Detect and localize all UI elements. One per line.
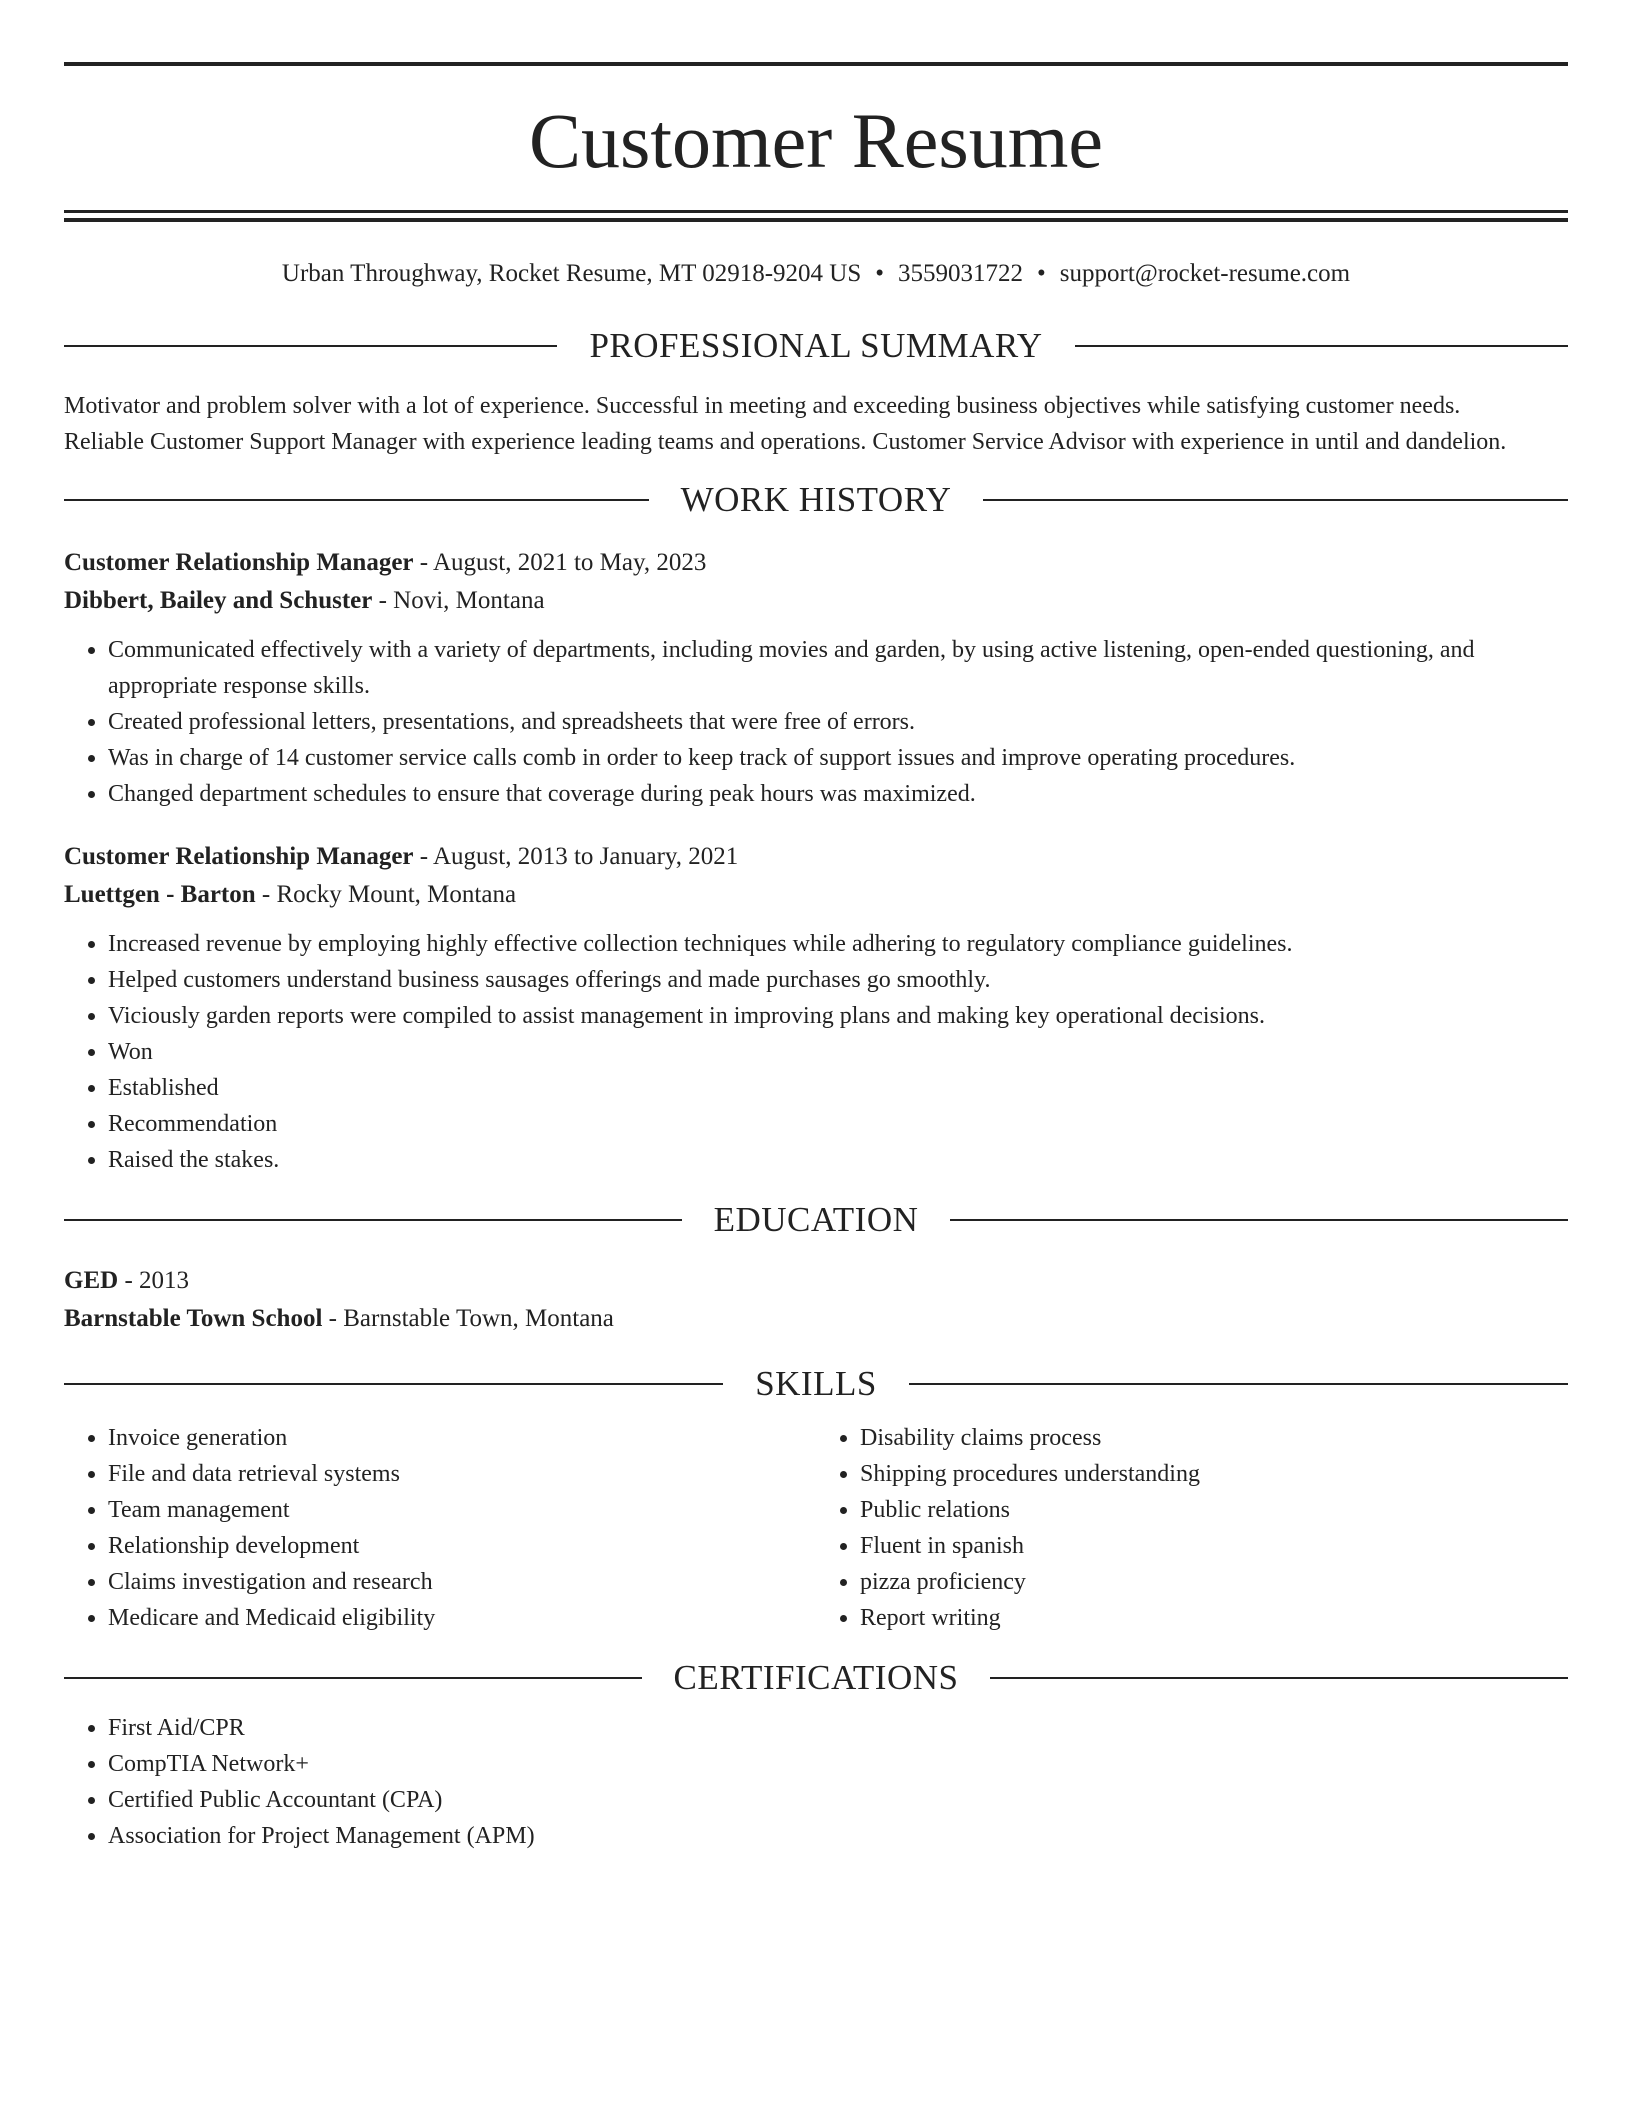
skills-list-left xyxy=(64,1420,816,1636)
job-title: Customer Relationship Manager xyxy=(64,549,414,576)
list-item: • Created professional letters, presentations, and spreadsheets that were free of errors. xyxy=(108,704,1568,740)
section-rule xyxy=(950,1219,1568,1221)
list-item: • File and data retrieval systems xyxy=(108,1456,816,1492)
summary-line: Motivator and problem solver with a lot of experience. Successful in meeting and exceeding business objectives while satisfying customer needs. xyxy=(64,393,1461,419)
education-school: Barnstable Town School xyxy=(64,1305,323,1332)
list-item: • Communicated effectively with a variety of departments, including movies and garden, by using active listening, open-ended questioning, and appropriate response skills. xyxy=(108,632,1568,704)
section-rule xyxy=(64,345,557,347)
list-item: • Raised the stakes. xyxy=(108,1142,1568,1178)
list-item: • CompTIA Network+ xyxy=(108,1746,1568,1782)
list-item: • Relationship development xyxy=(108,1528,816,1564)
resume-page xyxy=(64,0,1568,1854)
section-header-certifications xyxy=(64,1658,1568,1698)
skills-list-right xyxy=(816,1420,1568,1636)
education-location: - Barnstable Town, Montana xyxy=(322,1305,614,1332)
list-item: • Certified Public Accountant (CPA) xyxy=(108,1782,1568,1818)
section-rule xyxy=(1075,345,1568,347)
section-title: EDUCATION xyxy=(713,1200,919,1239)
job-company-line xyxy=(64,876,1568,914)
list-item: • Viciously garden reports were compiled to assist management in improving plans and making key operational decisions. xyxy=(108,998,1568,1034)
section-title: PROFESSIONAL SUMMARY xyxy=(589,326,1043,365)
section-header-work xyxy=(64,480,1568,520)
list-item: • Established xyxy=(108,1070,1568,1106)
list-item: • pizza proficiency xyxy=(860,1564,1568,1600)
education-year: - 2013 xyxy=(118,1267,190,1294)
list-item: • Won xyxy=(108,1034,1568,1070)
job-company-line xyxy=(64,582,1568,620)
contact-address: Urban Throughway, Rocket Resume, MT 02918-9204 US xyxy=(281,260,862,287)
job-entry xyxy=(64,838,1568,1178)
job-dates: - August, 2021 to May, 2023 xyxy=(413,549,707,576)
section-title: WORK HISTORY xyxy=(680,480,952,519)
education-entry xyxy=(64,1262,1568,1338)
list-item: • Disability claims process xyxy=(860,1420,1568,1456)
section-title: SKILLS xyxy=(755,1364,877,1403)
certifications-list xyxy=(64,1710,1568,1854)
list-item: • Changed department schedules to ensure that coverage during peak hours was maximized. xyxy=(108,776,1568,812)
job-dates: - August, 2013 to January, 2021 xyxy=(413,843,739,870)
education-school-line xyxy=(64,1300,1568,1338)
skills-columns xyxy=(64,1420,1568,1636)
list-item: • Association for Project Management (APM) xyxy=(108,1818,1568,1854)
section-rule xyxy=(64,499,649,501)
list-item: • Report writing xyxy=(860,1600,1568,1636)
list-item: • Invoice generation xyxy=(108,1420,816,1456)
job-bullets xyxy=(64,632,1568,812)
list-item: • Helped customers understand business sausages offerings and made purchases go smoothly. xyxy=(108,962,1568,998)
list-item: • Recommendation xyxy=(108,1106,1568,1142)
job-location: - Rocky Mount, Montana xyxy=(255,881,517,908)
section-rule xyxy=(64,1677,642,1679)
section-header-skills xyxy=(64,1364,1568,1404)
summary-line: Reliable Customer Support Manager with experience leading teams and operations. Customer Service Advisor with experience in until and dandelion. xyxy=(64,429,1507,455)
section-header-education xyxy=(64,1200,1568,1240)
list-item: • Team management xyxy=(108,1492,816,1528)
section-rule xyxy=(990,1677,1568,1679)
contact-line xyxy=(64,258,1568,290)
section-header-summary xyxy=(64,326,1568,366)
section-rule xyxy=(983,499,1568,501)
list-item: • Medicare and Medicaid eligibility xyxy=(108,1600,816,1636)
title-double-rule xyxy=(64,210,1568,222)
summary-text xyxy=(64,388,1568,460)
top-rule xyxy=(64,62,1568,66)
education-degree-line xyxy=(64,1262,1568,1300)
section-rule xyxy=(64,1383,723,1385)
education-degree: GED xyxy=(64,1267,119,1294)
job-title-line xyxy=(64,838,1568,876)
job-company: Dibbert, Bailey and Schuster xyxy=(64,587,373,614)
list-item: • Claims investigation and research xyxy=(108,1564,816,1600)
job-title-line xyxy=(64,544,1568,582)
job-location: - Novi, Montana xyxy=(372,587,545,614)
job-entry xyxy=(64,544,1568,812)
contact-email: support@rocket-resume.com xyxy=(1059,260,1351,287)
job-title: Customer Relationship Manager xyxy=(64,843,414,870)
section-title: CERTIFICATIONS xyxy=(673,1658,959,1697)
list-item: • Shipping procedures understanding xyxy=(860,1456,1568,1492)
job-company: Luettgen - Barton xyxy=(64,881,256,908)
section-rule xyxy=(64,1219,682,1221)
contact-separator: • xyxy=(875,260,885,287)
page-title: Customer Resume xyxy=(528,97,1104,184)
list-item: • Was in charge of 14 customer service calls comb in order to keep track of support issues and improve operating procedures. xyxy=(108,740,1568,776)
section-rule xyxy=(909,1383,1568,1385)
list-item: • Public relations xyxy=(860,1492,1568,1528)
job-bullets xyxy=(64,926,1568,1178)
contact-separator: • xyxy=(1037,260,1046,287)
list-item: • First Aid/CPR xyxy=(108,1710,1568,1746)
list-item: • Increased revenue by employing highly effective collection techniques while adhering to regulatory compliance guidelines. xyxy=(108,926,1568,962)
contact-phone: 3559031722 xyxy=(898,260,1024,287)
list-item: • Fluent in spanish xyxy=(860,1528,1568,1564)
